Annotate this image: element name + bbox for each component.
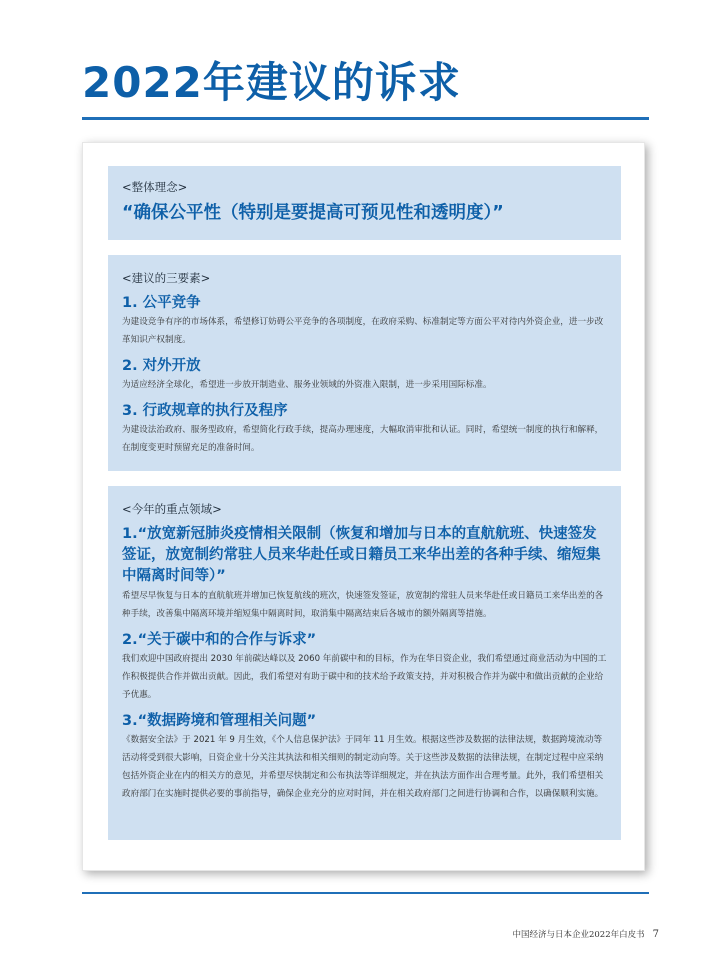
concept-panel (108, 166, 621, 240)
focus-item (122, 630, 607, 704)
focus-areas-panel (108, 486, 621, 840)
element-item-body: 为建设法治政府、服务型政府，希望简化行政手续，提高办理速度，大幅取消审批和认证。同时，希望统一制度的执行和解释，在制度变更时预留充足的准备时间。 (122, 425, 604, 453)
element-item-title: 1. 公平竞争 (122, 295, 201, 311)
focus-areas-label: <今年的重点领域> (122, 502, 222, 516)
focus-item-title: 2.“关于碳中和的合作与诉求” (122, 632, 317, 648)
focus-item-title: 3.“数据跨境和管理相关问题” (122, 713, 317, 729)
focus-item (122, 711, 607, 803)
three-elements-panel (108, 255, 621, 471)
element-item (122, 401, 607, 457)
publication-title: 中国经济与日本企业2022年白皮书 (512, 930, 645, 940)
focus-item-body: 《数据安全法》于 2021 年 9 月生效，《个人信息保护法》于同年 11 月生效。根据这些涉及数据的法律法规，数据跨境流动等活动将受到很大影响，日资企业十分关注其执法和相关细则的制定动向等。关于这些涉及数据的法律法规，在制定过程中应采纳包括外资企业在内的相关方的意见，并希望尽快制定和公布执法等详细规定，并在执法方面作出合理考量。此外，我们希望相关政府部门在实施时提供必要的事前指导，确保企业充分的应对时间，并在相关政府部门之间进行协调和合作，以确保顺利实施。 (122, 735, 604, 799)
focus-item (122, 524, 607, 623)
page-number: 7 (652, 929, 659, 940)
footer-rule (82, 892, 649, 894)
focus-item-title: 1.“放宽新冠肺炎疫情相关限制（恢复和增加与日本的直航航班、快速签发签证，放宽制约常驻人员来华赴任或日籍员工来华出差的各种手续、缩短集中隔离时间等）” (122, 526, 601, 584)
page-title: 2022年建议的诉求 (82, 58, 461, 107)
concept-label: <整体理念> (122, 180, 188, 194)
title-underline (82, 117, 649, 120)
page-footer (512, 928, 659, 940)
focus-item-body: 我们欢迎中国政府提出 2030 年前碳达峰以及 2060 年前碳中和的目标，作为在华日资企业，我们希望通过商业活动为中国的工作积极提供合作并做出贡献。因此，我们希望对有助于碳中和的技术给予政策支持，并对积极合作并为碳中和做出贡献的企业给予优惠。 (122, 654, 607, 700)
element-item (122, 293, 607, 349)
element-item-body: 为建设竞争有序的市场体系，希望修订妨碍公平竞争的各项制度，在政府采购、标准制定等方面公平对待内外资企业，进一步改革知识产权制度。 (122, 317, 604, 345)
element-item-title: 3. 行政规章的执行及程序 (122, 403, 288, 419)
focus-item-body: 希望尽早恢复与日本的直航航班并增加已恢复航线的班次，快速签发签证，放宽制约常驻人员来华赴任或日籍员工来华出差的各种手续，改善集中隔离环境并缩短集中隔离时间，取消集中隔离结束后各城市的额外隔离等措施。 (122, 591, 604, 619)
three-elements-label: <建议的三要素> (122, 271, 211, 285)
element-item-title: 2. 对外开放 (122, 358, 201, 374)
element-item-body: 为适应经济全球化，希望进一步放开制造业、服务业领域的外资准入限制，进一步采用国际标准。 (122, 380, 492, 390)
element-item (122, 356, 607, 394)
concept-motto: “确保公平性（特别是要提高可预见性和透明度）” (122, 203, 504, 223)
